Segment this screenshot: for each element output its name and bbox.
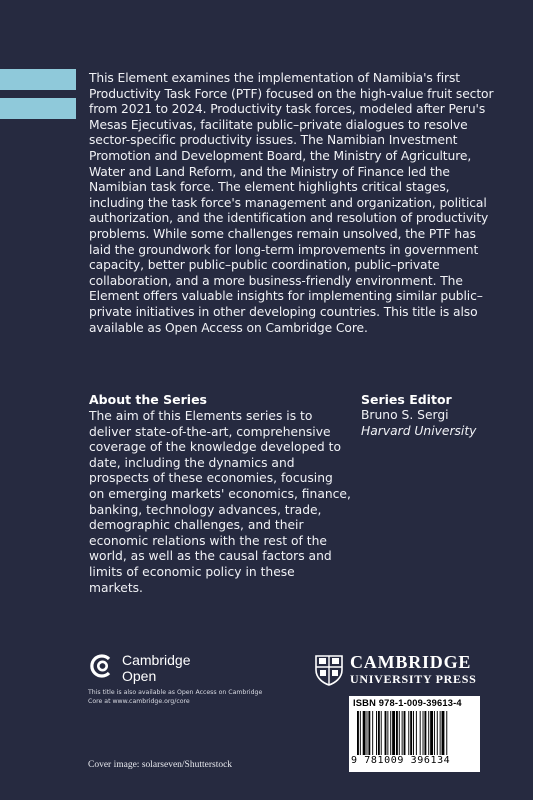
barcode-bars [357, 711, 472, 755]
cambridge-open-line1: Cambridge [122, 652, 191, 668]
press-line1: CAMBRIDGE [350, 652, 472, 672]
editor-name: Bruno S. Sergi [361, 408, 449, 422]
series-editor-section [361, 392, 521, 439]
isbn-number: ISBN 978-1-009-39613-4 [353, 698, 462, 708]
accent-bar-top [0, 69, 76, 90]
about-series-section [89, 392, 351, 596]
cambridge-open-wordmark [122, 652, 190, 684]
cambridge-open-line2: Open [122, 668, 157, 684]
about-series-text: The aim of this Elements series is to deliver state-of-the-art, comprehensive coverage of the knowledge developed to date, including the dynamics and prospects of these economies, focusing on emerging markets' economics, finance, banking, technology advances, trade, demographic challenges, and their economic relations with the rest of the world, as well as the causal factors and limits of economic policy in these markets. [89, 409, 351, 595]
abstract-text: This Element examines the implementation of Namibia's first Productivity Task Force (PTF) focused on the high-value fruit sector from 2021 to 2024. Productivity task forces, modeled after Peru's Mesas Ejecutivas, facilitate public–private dialogues to resolve sector-specific productivity issues. The Namibian Investment Promotion and Development Board, the Ministry of Agriculture, Water and Land Reform, and the Ministry of Finance led the Namibian task force. The element highlights critical stages, including the task force's management and organization, political authorization, and the identification and resolution of productivity problems. While some challenges remain unsolved, the PTF has laid the groundwork for long-term improvements in government capacity, better public–public coordination, public–private collaboration, and a more business-friendly environment. The Element offers valuable insights for implementing similar public–private initiatives in other developing countries. This title is also available as Open Access on Cambridge Core. [89, 71, 494, 335]
open-access-note: This title is also available as Open Access on Cambridge Core at www.cambridge.org/core [88, 689, 263, 706]
cambridge-open-logo-icon [88, 652, 116, 680]
about-series-heading: About the Series [89, 392, 207, 407]
press-line2: UNIVERSITY PRESS [350, 672, 477, 686]
barcode-digits: 9 781009 396134 [351, 755, 451, 766]
series-editor-heading: Series Editor [361, 392, 452, 407]
cambridge-shield-icon [314, 654, 344, 686]
accent-bar-bottom [0, 98, 76, 119]
cambridge-university-press-wordmark [350, 652, 476, 686]
isbn-barcode [349, 696, 480, 772]
cover-image-credit: Cover image: solarseven/Shutterstock [88, 760, 233, 770]
editor-affiliation: Harvard University [361, 423, 477, 438]
